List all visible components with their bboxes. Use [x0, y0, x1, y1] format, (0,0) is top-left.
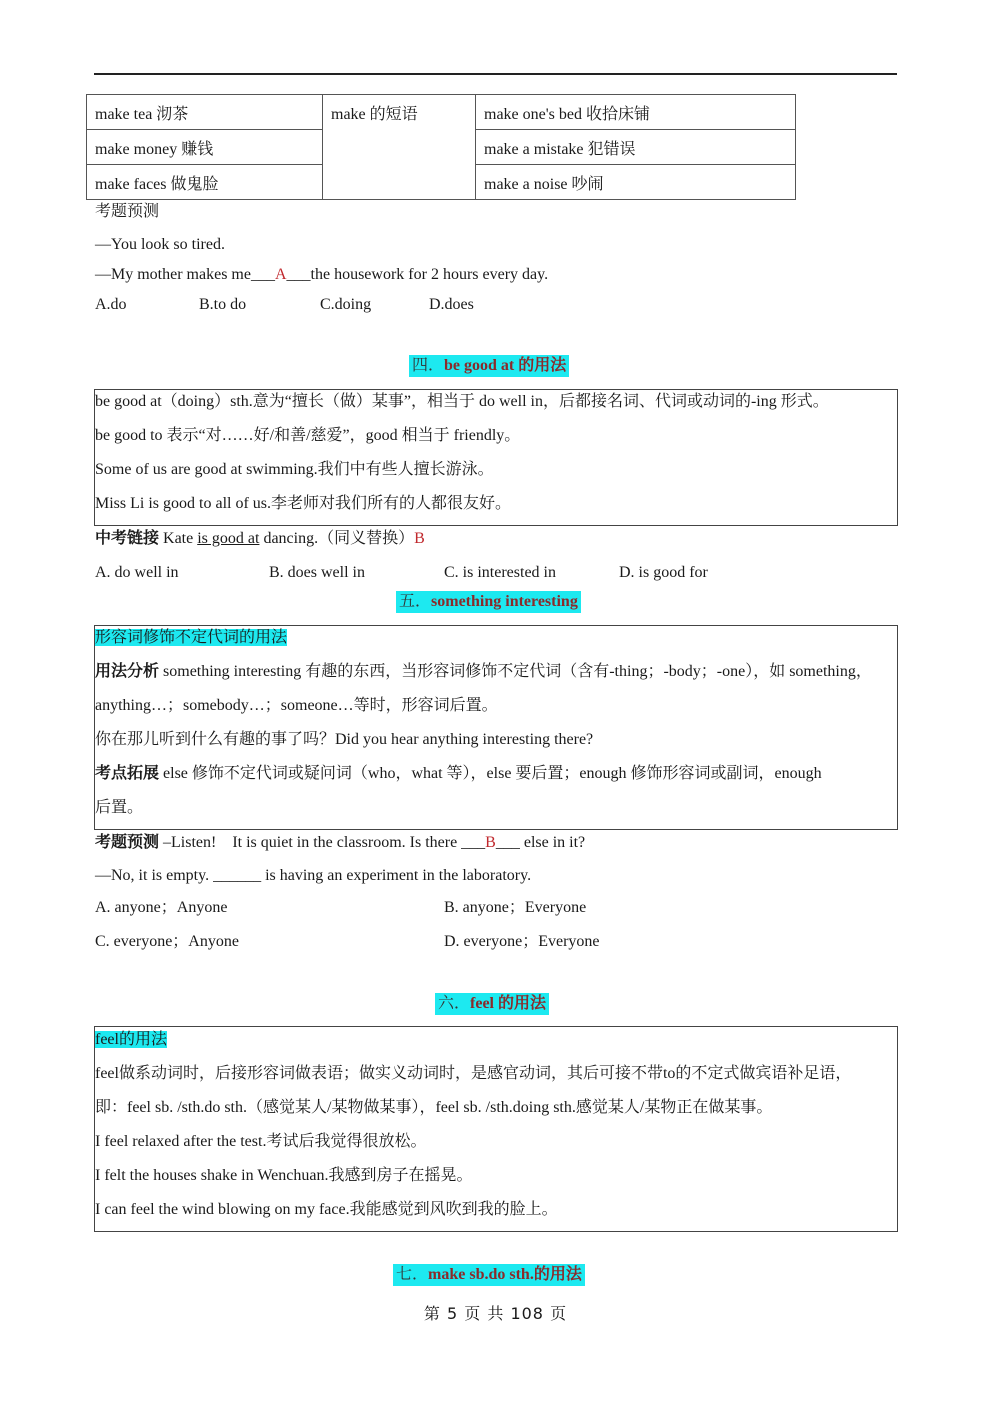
table-cell-category: make 的短语: [323, 95, 476, 200]
question-text: ___ else in it?: [495, 834, 586, 851]
question-label: 考题预测: [95, 203, 160, 220]
question-label: 考题预测: [95, 834, 160, 851]
extension-label: 考点拓展: [95, 765, 160, 782]
question-text: ___the housework for 2 hours every day.: [286, 266, 549, 283]
box-line: I felt the houses shake in Wenchuan.我感到房子在摇晃。: [95, 1167, 473, 1184]
section-title-en: feel: [470, 995, 494, 1012]
box-line: Miss Li is good to all of us.李老师对我们所有的人都很友好。: [95, 495, 512, 512]
table-cell: make a noise 吵闹: [476, 165, 796, 200]
box-line: I feel relaxed after the test.考试后我觉得很放松。: [95, 1133, 427, 1150]
analysis-label: 用法分析: [95, 663, 160, 680]
section-heading-6: [435, 993, 549, 1015]
section-heading-4: [409, 355, 569, 377]
section-heading-5: [396, 591, 581, 613]
grammar-box-adjective: [94, 625, 898, 830]
exam-link-text: Kate: [159, 530, 198, 547]
table-cell: make a mistake 犯错误: [476, 130, 796, 165]
box-line: 即：feel sb. /sth.do sth.（感觉某人/某物做某事），feel sb. /sth.doing sth.感觉某人/某物正在做某事。: [95, 1099, 773, 1116]
section-title-cn: 的用法: [514, 357, 567, 374]
box-line: Some of us are good at swimming.我们中有些人擅长游泳。: [95, 461, 494, 478]
box-line: be good at（doing）sth.意为“擅长（做）某事”，相当于 do well in，后都接名词、代词或动词的-ing 形式。: [95, 393, 829, 410]
option-d: D.does: [429, 296, 474, 313]
analysis-text: something interesting 有趣的东西，当形容词修饰不定代词（含有-thing；-body；-one），如 something，: [159, 663, 872, 680]
option-a: A. anyone；Anyone: [95, 899, 228, 916]
box-title-text: feel的用法: [95, 1031, 167, 1048]
question-text: —My mother makes me___: [95, 266, 275, 283]
section-title-en: something interesting: [431, 593, 578, 610]
section-number: 四．: [412, 357, 445, 374]
option-b: B. does well in: [269, 564, 365, 581]
table-cell: make one's bed 收拾床铺: [476, 95, 796, 130]
option-c: C. is interested in: [444, 564, 556, 581]
option-d: D. everyone；Everyone: [444, 933, 600, 950]
section-number: 六．: [438, 995, 471, 1012]
table-cell: make money 赚钱: [87, 130, 323, 165]
table-cell: make tea 沏茶: [87, 95, 323, 130]
header-rule: [94, 73, 897, 75]
option-a: A. do well in: [95, 564, 179, 581]
box-line: 后置。: [95, 799, 144, 816]
option-d: D. is good for: [619, 564, 708, 581]
box-line: anything…；somebody…；someone…等时，形容词后置。: [95, 697, 498, 714]
option-c: C. everyone；Anyone: [95, 933, 239, 950]
box-line: [95, 764, 822, 784]
section-number: 七．: [396, 1266, 429, 1283]
table-cell: make faces 做鬼脸: [87, 165, 323, 200]
section-title-cn: 的用法: [533, 1266, 582, 1283]
section-number: 五．: [399, 593, 432, 610]
make-phrases-table: [86, 94, 796, 200]
section-heading-7: [393, 1264, 585, 1286]
question-line: [95, 833, 585, 853]
exam-link: [95, 529, 425, 549]
section-title-cn: 的用法: [494, 995, 547, 1012]
box-line: I can feel the wind blowing on my face.我能感觉到风吹到我的脸上。: [95, 1201, 558, 1218]
answer-mark: B: [414, 530, 425, 547]
answer-mark: B: [485, 834, 496, 851]
option-c: C.doing: [320, 296, 372, 313]
answer-mark: A: [274, 266, 287, 283]
extension-text: else 修饰不定代词或疑问词（who，what 等），else 要后置；enough 修饰形容词或副词，enough: [159, 765, 822, 782]
box-title: [95, 1030, 167, 1050]
box-line: 你在那儿听到什么有趣的事了吗？Did you hear anything interesting there?: [95, 731, 594, 748]
box-title-text: 形容词修饰不定代词的用法: [95, 629, 288, 646]
box-line: be good to 表示“对……好/和善/慈爱”，good 相当于 friendly。: [95, 427, 521, 444]
box-line: [95, 662, 872, 682]
box-line: feel做系动词时，后接形容词做表语；做实义动词时，是感官动词，其后可接不带to的不定式做宾语补足语，: [95, 1065, 852, 1082]
option-a: A.do: [95, 296, 127, 313]
question-text: –Listen! It is quiet in the classroom. Is there ___: [159, 834, 486, 851]
exam-link-label: 中考链接: [95, 530, 160, 547]
question-line: [95, 265, 548, 285]
exam-link-text: dancing.（同义替换）: [259, 530, 415, 547]
section-title-en: make sb.do sth.: [428, 1266, 534, 1283]
option-b: B.to do: [199, 296, 247, 313]
page-number: 第 5 页 共 108 页: [423, 1304, 568, 1323]
underlined-phrase: is good at: [197, 530, 260, 547]
section-title-en: be good at: [444, 357, 515, 374]
option-b: B. anyone；Everyone: [444, 899, 587, 916]
question-line: —No, it is empty. ______ is having an experiment in the laboratory.: [95, 867, 532, 884]
question-line: —You look so tired.: [95, 236, 225, 253]
box-title: [95, 628, 287, 648]
